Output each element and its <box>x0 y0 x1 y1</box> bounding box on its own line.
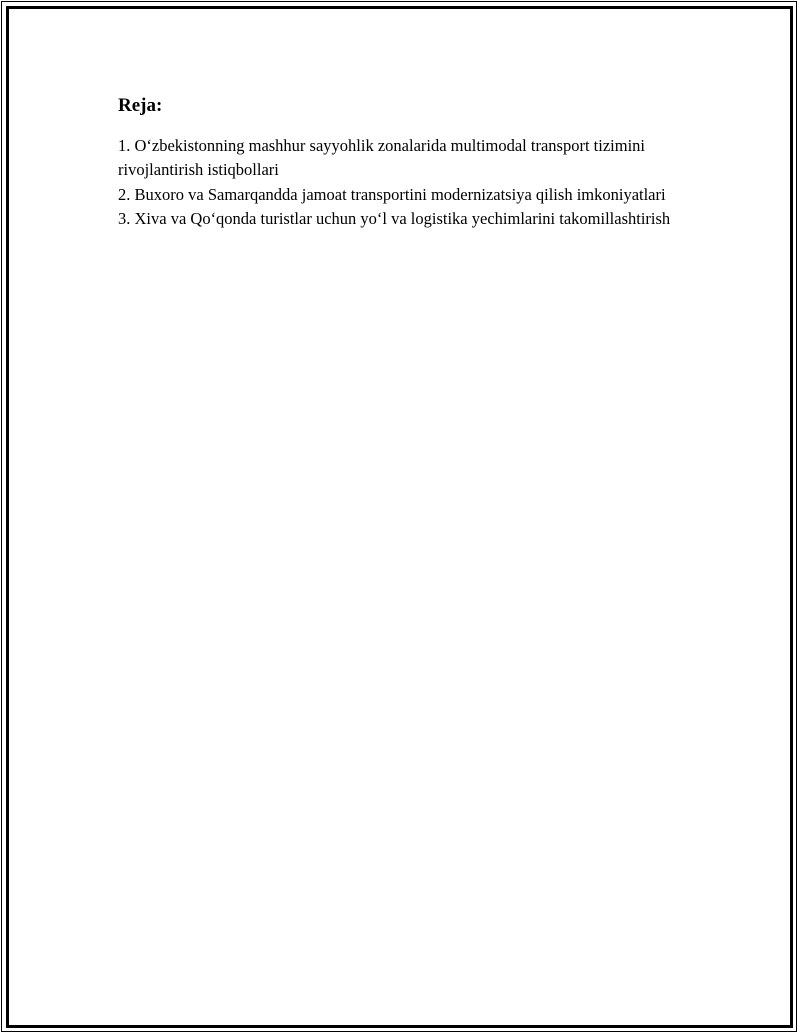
plan-item-3: 3. Xiva va Qo‘qonda turistlar uchun yo‘l va logistika yechimlarini takomillashtirish <box>118 208 671 228</box>
page-content <box>118 92 678 231</box>
plan-item-1: 1. O‘zbekistonning mashhur sayyohlik zonalarida multimodal transport tizimini rivojlantirish istiqbollari <box>118 136 645 180</box>
plan-list <box>118 134 678 231</box>
plan-heading: Reja: <box>118 95 163 116</box>
plan-item-2: 2. Buxoro va Samarqandda jamoat transportini modernizatsiya qilish imkoniyatlari <box>118 184 666 204</box>
